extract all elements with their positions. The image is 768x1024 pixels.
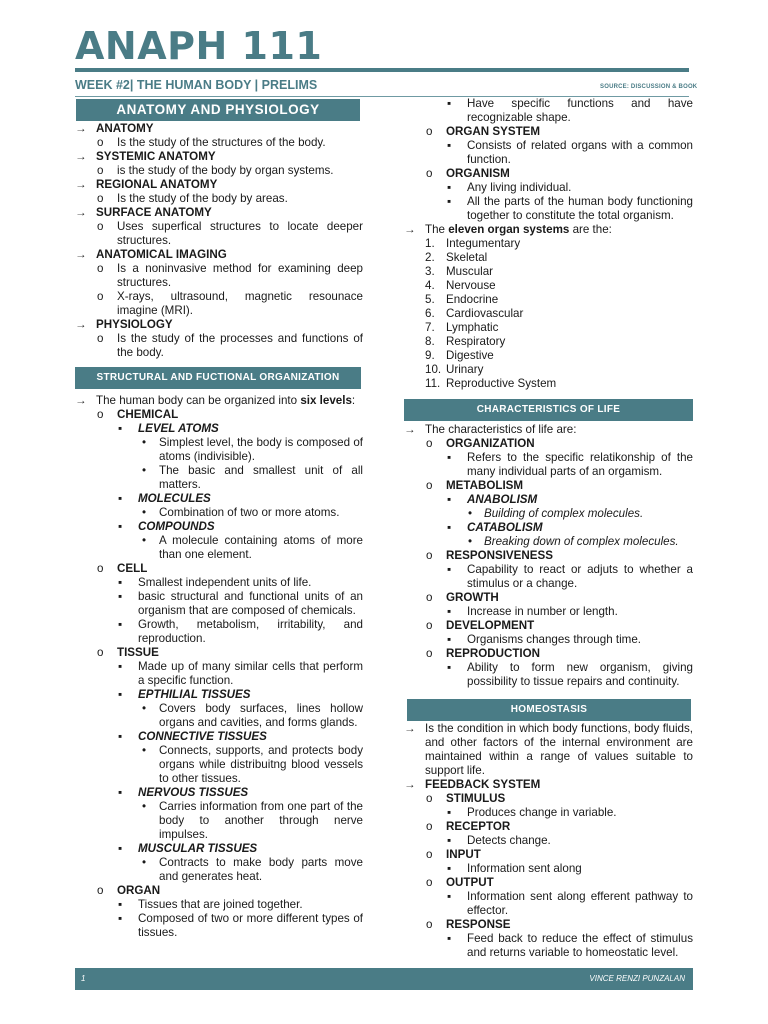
arrow-icon: → xyxy=(75,394,87,407)
square-bullet-icon: ▪ xyxy=(118,688,123,701)
list-item: o ORGANISM xyxy=(426,167,510,180)
list-item: • Building of complex molecules. xyxy=(468,507,644,520)
list-item: ▪ Smallest independent units of life. xyxy=(118,576,312,589)
arrow-icon: → xyxy=(404,778,416,791)
list-item: • The basic and smallest unit of all matters. xyxy=(142,464,363,491)
left-column xyxy=(75,99,363,940)
list-item: 3. Muscular xyxy=(425,265,494,278)
circle-bullet-icon: o xyxy=(426,876,433,889)
list-item: → FEEDBACK SYSTEM xyxy=(404,778,541,791)
circle-bullet-icon: o xyxy=(97,136,104,149)
dot-bullet-icon: • xyxy=(142,534,147,547)
section-banner-organization: STRUCTURAL AND FUCTIONAL ORGANIZATION xyxy=(75,367,361,389)
list-item: o RESPONSIVENESS xyxy=(426,549,553,562)
source-note: SOURCE: DISCUSSION & BOOK xyxy=(600,84,698,90)
organ-systems-list xyxy=(404,237,693,391)
list-item: o GROWTH xyxy=(426,591,499,604)
circle-bullet-icon: o xyxy=(97,262,104,275)
list-item: → Is the condition in which body functions, body fluids, and other factors of the internal environment are maintained within a range of values suitable to support life. xyxy=(404,722,693,777)
list-item: → The human body can be organized into six levels: xyxy=(75,394,356,407)
list-item: o Is the study of the processes and functions of the body. xyxy=(97,332,363,359)
list-item: → SYSTEMIC ANATOMY xyxy=(75,150,216,163)
list-item: o X-rays, ultrasound, magnetic resounace imagine (MRI). xyxy=(97,290,363,317)
list-item: ▪ Organisms changes through time. xyxy=(447,633,641,646)
list-item: 1. Integumentary xyxy=(425,237,521,250)
list-item: • Covers body surfaces, lines hollow organs and cavities, and forms glands. xyxy=(142,702,363,729)
list-item: ▪ CATABOLISM xyxy=(447,521,543,534)
section-banner-anatomy: ANATOMY AND PHYSIOLOGY xyxy=(76,99,360,121)
arrow-icon: → xyxy=(75,178,87,191)
section-banner-homeostasis: HOMEOSTASIS xyxy=(407,699,691,721)
square-bullet-icon: ▪ xyxy=(118,912,123,925)
list-item: • Contracts to make body parts move and generates heat. xyxy=(142,856,363,883)
list-item: 4. Nervouse xyxy=(425,279,496,292)
dot-bullet-icon: • xyxy=(142,856,147,869)
list-item: 9. Digestive xyxy=(425,349,494,362)
list-item: o CELL xyxy=(97,562,148,575)
list-item: 6. Cardiovascular xyxy=(425,307,524,320)
arrow-icon: → xyxy=(404,223,416,236)
circle-bullet-icon: o xyxy=(97,408,104,421)
list-item: o DEVELOPMENT xyxy=(426,619,535,632)
list-item: o STIMULUS xyxy=(426,792,506,805)
list-item: o OUTPUT xyxy=(426,876,494,889)
list-item: ▪ Have specific functions and have recognizable shape. xyxy=(447,97,693,124)
square-bullet-icon: ▪ xyxy=(118,618,123,631)
square-bullet-icon: ▪ xyxy=(447,521,452,534)
circle-bullet-icon: o xyxy=(426,820,433,833)
square-bullet-icon: ▪ xyxy=(447,605,452,618)
arrow-icon: → xyxy=(75,318,87,331)
arrow-icon: → xyxy=(75,206,87,219)
list-item: o Is the study of the body by areas. xyxy=(97,192,288,205)
circle-bullet-icon: o xyxy=(97,884,104,897)
dot-bullet-icon: • xyxy=(468,535,473,548)
list-item: ▪ ANABOLISM xyxy=(447,493,538,506)
square-bullet-icon: ▪ xyxy=(447,139,452,152)
list-item: o Uses superfical structures to locate deeper structures. xyxy=(97,220,363,247)
section-banner-characteristics: CHARACTERISTICS OF LIFE xyxy=(404,399,693,421)
list-item: 8. Respiratory xyxy=(425,335,506,348)
circle-bullet-icon: o xyxy=(97,562,104,575)
list-item: ▪ Information sent along efferent pathway to effector. xyxy=(447,890,693,917)
list-item: ▪ CONNECTIVE TISSUES xyxy=(118,730,267,743)
square-bullet-icon: ▪ xyxy=(118,492,123,505)
square-bullet-icon: ▪ xyxy=(118,898,123,911)
square-bullet-icon: ▪ xyxy=(118,786,123,799)
list-item: o ORGAN SYSTEM xyxy=(426,125,541,138)
square-bullet-icon: ▪ xyxy=(447,806,452,819)
arrow-icon: → xyxy=(404,423,416,436)
circle-bullet-icon: o xyxy=(97,164,104,177)
circle-bullet-icon: o xyxy=(426,437,433,450)
square-bullet-icon: ▪ xyxy=(118,730,123,743)
list-item: ▪ Capability to react or adjuts to whether a stimulus or a change. xyxy=(447,563,693,590)
dot-bullet-icon: • xyxy=(142,702,147,715)
list-item: ▪ Produces change in variable. xyxy=(447,806,617,819)
list-item: ▪ Information sent along xyxy=(447,862,582,875)
circle-bullet-icon: o xyxy=(426,792,433,805)
square-bullet-icon: ▪ xyxy=(447,97,452,110)
list-item: ▪ Increase in number or length. xyxy=(447,605,618,618)
square-bullet-icon: ▪ xyxy=(447,890,452,903)
square-bullet-icon: ▪ xyxy=(447,493,452,506)
list-item: → ANATOMICAL IMAGING xyxy=(75,248,227,261)
list-item: ▪ Refers to the specific relatikonship of the many individual parts of an orgamism. xyxy=(447,451,693,478)
dot-bullet-icon: • xyxy=(468,507,473,520)
list-item: 7. Lymphatic xyxy=(425,321,499,334)
page-number: 1 xyxy=(81,974,86,983)
square-bullet-icon: ▪ xyxy=(447,563,452,576)
list-item: ▪ Ability to form new organism, giving possibility to tissue repairs and continuity. xyxy=(447,661,693,688)
list-item: ▪ Any living individual. xyxy=(447,181,572,194)
circle-bullet-icon: o xyxy=(97,220,104,233)
list-item: ▪ Growth, metabolism, irritability, and reproduction. xyxy=(118,618,363,645)
square-bullet-icon: ▪ xyxy=(447,932,452,945)
square-bullet-icon: ▪ xyxy=(118,576,123,589)
list-item: o REPRODUCTION xyxy=(426,647,541,660)
circle-bullet-icon: o xyxy=(426,167,433,180)
arrow-icon: → xyxy=(75,150,87,163)
square-bullet-icon: ▪ xyxy=(118,422,123,435)
circle-bullet-icon: o xyxy=(426,591,433,604)
square-bullet-icon: ▪ xyxy=(118,520,123,533)
page-footer xyxy=(75,968,693,990)
square-bullet-icon: ▪ xyxy=(118,842,123,855)
list-item: ▪ Tissues that are joined together. xyxy=(118,898,303,911)
circle-bullet-icon: o xyxy=(426,479,433,492)
list-item: o TISSUE xyxy=(97,646,159,659)
square-bullet-icon: ▪ xyxy=(447,862,452,875)
dot-bullet-icon: • xyxy=(142,800,147,813)
circle-bullet-icon: o xyxy=(97,332,104,345)
dot-bullet-icon: • xyxy=(142,506,147,519)
list-item: o is the study of the body by organ systems. xyxy=(97,164,334,177)
list-item: o Is a noninvasive method for examining deep structures. xyxy=(97,262,363,289)
list-item: o RECEPTOR xyxy=(426,820,511,833)
list-item: • Carries information from one part of the body to another through nerve impulses. xyxy=(142,800,363,841)
list-item: 11. Reproductive System xyxy=(425,377,557,390)
list-item: ▪ All the parts of the human body functioning together to constitute the total organism. xyxy=(447,195,693,222)
list-item: → SURFACE ANATOMY xyxy=(75,206,212,219)
list-item: → ANATOMY xyxy=(75,122,154,135)
list-item: ▪ NERVOUS TISSUES xyxy=(118,786,249,799)
list-item: ▪ Consists of related organs with a common function. xyxy=(447,139,693,166)
list-item: ▪ COMPOUNDS xyxy=(118,520,215,533)
document-subtitle: WEEK #2| THE HUMAN BODY | PRELIMS xyxy=(75,78,318,92)
square-bullet-icon: ▪ xyxy=(447,834,452,847)
list-item: → The characteristics of life are: xyxy=(404,423,577,436)
arrow-icon: → xyxy=(75,122,87,135)
circle-bullet-icon: o xyxy=(426,549,433,562)
list-item: • Connects, supports, and protects body organs while distribuitng blood vessels to other tissues. xyxy=(142,744,363,785)
list-item: o ORGAN xyxy=(97,884,161,897)
list-item: o RESPONSE xyxy=(426,918,511,931)
list-item: ▪ basic structural and functional units of an organism that are composed of chemicals. xyxy=(118,590,363,617)
list-item: ▪ Made up of many similar cells that perform a specific function. xyxy=(118,660,363,687)
list-item: 5. Endocrine xyxy=(425,293,499,306)
list-item: ▪ Detects change. xyxy=(447,834,551,847)
list-item: 10. Urinary xyxy=(425,363,484,376)
square-bullet-icon: ▪ xyxy=(447,633,452,646)
circle-bullet-icon: o xyxy=(426,619,433,632)
list-item: • Combination of two or more atoms. xyxy=(142,506,340,519)
list-item: ▪ MUSCULAR TISSUES xyxy=(118,842,258,855)
author-name: VINCE RENZI PUNZALAN xyxy=(589,974,685,983)
circle-bullet-icon: o xyxy=(97,290,104,303)
square-bullet-icon: ▪ xyxy=(447,661,452,674)
list-item: 2. Skeletal xyxy=(425,251,488,264)
dot-bullet-icon: • xyxy=(142,436,147,449)
circle-bullet-icon: o xyxy=(426,125,433,138)
list-item: ▪ EPTHILIAL TISSUES xyxy=(118,688,251,701)
list-item: ▪ LEVEL ATOMS xyxy=(118,422,219,435)
circle-bullet-icon: o xyxy=(426,918,433,931)
list-item: ▪ Composed of two or more different types of tissues. xyxy=(118,912,363,939)
square-bullet-icon: ▪ xyxy=(447,181,452,194)
list-item: ▪ MOLECULES xyxy=(118,492,211,505)
list-item: • Breaking down of complex molecules. xyxy=(468,535,679,548)
dot-bullet-icon: • xyxy=(142,744,147,757)
dot-bullet-icon: • xyxy=(142,464,147,477)
list-item: o METABOLISM xyxy=(426,479,524,492)
list-item: o Is the study of the structures of the body. xyxy=(97,136,326,149)
list-item: → PHYSIOLOGY xyxy=(75,318,173,331)
document-title: ANAPH 111 xyxy=(75,24,323,68)
circle-bullet-icon: o xyxy=(426,647,433,660)
list-item: • A molecule containing atoms of more than one element. xyxy=(142,534,363,561)
arrow-icon: → xyxy=(404,722,416,735)
square-bullet-icon: ▪ xyxy=(118,590,123,603)
title-rule xyxy=(75,68,689,72)
right-column xyxy=(404,97,693,960)
list-item: ▪ Feed back to reduce the effect of stimulus and returns variable to homeostatic level. xyxy=(447,932,693,959)
list-item: o CHEMICAL xyxy=(97,408,179,421)
list-item: → REGIONAL ANATOMY xyxy=(75,178,218,191)
square-bullet-icon: ▪ xyxy=(118,660,123,673)
list-item: • Simplest level, the body is composed of atoms (indivisible). xyxy=(142,436,363,463)
circle-bullet-icon: o xyxy=(97,192,104,205)
list-item: o INPUT xyxy=(426,848,481,861)
circle-bullet-icon: o xyxy=(426,848,433,861)
circle-bullet-icon: o xyxy=(97,646,104,659)
list-item: o ORGANIZATION xyxy=(426,437,535,450)
arrow-icon: → xyxy=(75,248,87,261)
square-bullet-icon: ▪ xyxy=(447,451,452,464)
list-item: → The eleven organ systems are the: xyxy=(404,223,612,236)
square-bullet-icon: ▪ xyxy=(447,195,452,208)
